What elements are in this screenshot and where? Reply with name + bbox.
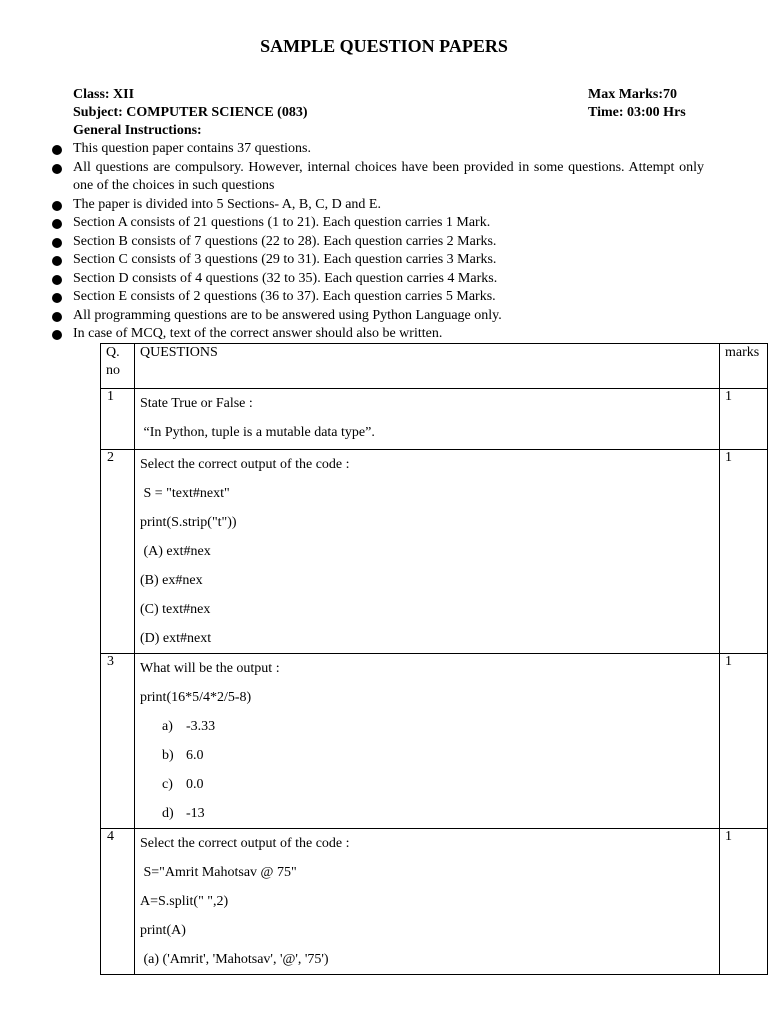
bullet-icon [52,293,62,303]
paper-header-right [588,86,686,122]
question-text [135,829,720,975]
instruction-item: In case of MCQ, text of the correct answer should also be written. [50,325,704,344]
table-row [101,450,768,654]
option-a: (A) ext#nex [140,544,211,559]
question-text [135,389,720,450]
code-line: S="Amrit Mahotsav @ 75" [140,865,297,880]
code-line: S = "text#next" [140,486,230,501]
question-number: 2 [101,450,135,654]
code-line: A=S.split(" ",2) [140,894,229,909]
bullet-icon [52,145,62,155]
paper-header-left [73,86,308,140]
max-marks-label: Max Marks:70 [588,87,678,102]
question-marks: 1 [720,654,768,829]
code-line: print(S.strip("t")) [140,515,237,530]
instruction-item: Section C consists of 3 questions (29 to 31). Each question carries 3 Marks. [50,251,704,270]
questions-header: QUESTIONS [135,344,720,389]
question-text [135,450,720,654]
option-d: (D) ext#next [140,631,212,646]
time-label: Time: 03:00 Hrs [588,105,686,120]
page-title: SAMPLE QUESTION PAPERS [260,36,508,56]
option-a: (a) ('Amrit', 'Mahotsav', '@', '75') [140,952,329,967]
instructions-list [50,140,704,344]
bullet-icon [52,219,62,229]
bullet-icon [52,256,62,266]
option-b: b) 6.0 [162,748,204,763]
bullet-icon [52,164,62,174]
question-number: 4 [101,829,135,975]
option-b: (B) ex#nex [140,573,203,588]
instruction-item: Section D consists of 4 questions (32 to 35). Each question carries 4 Marks. [50,270,704,289]
option-a: a) -3.33 [162,719,216,734]
question-line: “In Python, tuple is a mutable data type”. [140,425,375,440]
table-row [101,654,768,829]
code-line: print(16*5/4*2/5-8) [140,690,252,705]
bullet-icon [52,330,62,340]
instructions-heading: General Instructions: [73,123,202,138]
bullet-icon [52,312,62,322]
question-number: 3 [101,654,135,829]
table-row [101,389,768,450]
question-marks: 1 [720,829,768,975]
question-number: 1 [101,389,135,450]
instruction-item: All programming questions are to be answered using Python Language only. [50,307,704,326]
marks-header: marks [720,344,768,389]
instruction-item: This question paper contains 37 questions. [50,140,704,159]
bullet-icon [52,201,62,211]
bullet-icon [52,275,62,285]
question-marks: 1 [720,389,768,450]
option-c: c) 0.0 [162,777,204,792]
instruction-item: Section A consists of 21 questions (1 to 21). Each question carries 1 Mark. [50,214,704,233]
question-line: What will be the output : [140,661,280,676]
option-c: (C) text#nex [140,602,211,617]
class-label: Class: XII [73,87,135,102]
questions-table [100,343,768,975]
table-header-row [101,344,768,389]
question-line: Select the correct output of the code : [140,836,350,851]
subject-label: Subject: COMPUTER SCIENCE (083) [73,105,308,120]
qno-header: Q. no [101,344,135,389]
question-marks: 1 [720,450,768,654]
option-d: d) -13 [162,806,205,821]
instruction-item: Section E consists of 2 questions (36 to 37). Each question carries 5 Marks. [50,288,704,307]
bullet-icon [52,238,62,248]
instruction-item: The paper is divided into 5 Sections- A, B, C, D and E. [50,196,704,215]
instruction-item: All questions are compulsory. However, internal choices have been provided in some questions. Attempt only one of the choices in such questions [50,159,704,196]
table-row [101,829,768,975]
question-line: Select the correct output of the code : [140,457,350,472]
code-line: print(A) [140,923,186,938]
question-line: State True or False : [140,396,253,411]
question-text [135,654,720,829]
instruction-item: Section B consists of 7 questions (22 to 28). Each question carries 2 Marks. [50,233,704,252]
